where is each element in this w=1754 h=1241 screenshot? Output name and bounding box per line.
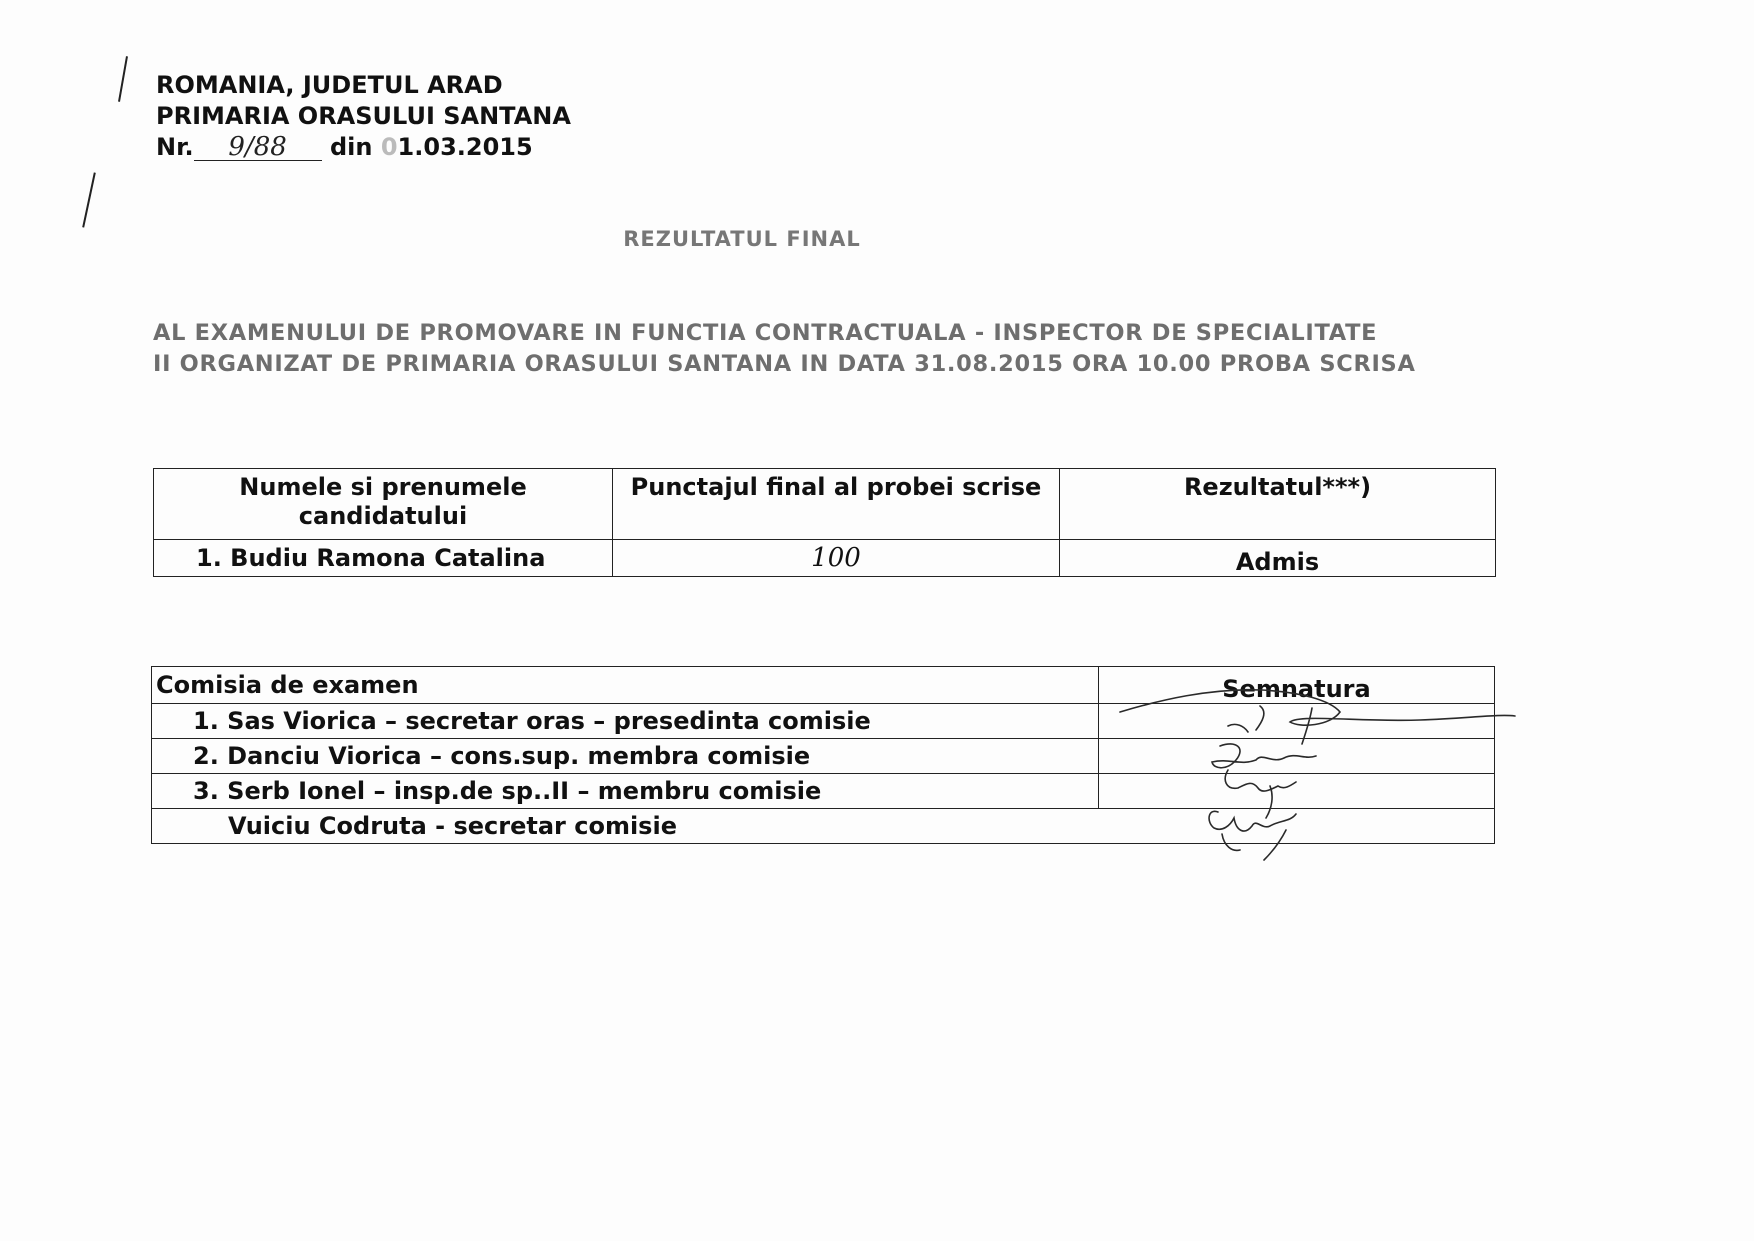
candidate-result: Admis [1060, 540, 1496, 577]
header-candidate-name: Numele si prenumele candidatului [154, 469, 613, 540]
table-row [152, 704, 1495, 739]
commission-member-2: 2. Danciu Viorica – cons.sup. membra comisie [152, 739, 1099, 774]
table-row [152, 739, 1495, 774]
commission-title: Comisia de examen [152, 667, 1099, 704]
results-table [153, 468, 1496, 577]
registration-number: 9/88 [194, 134, 322, 161]
document-title: REZULTATUL FINAL [623, 227, 861, 251]
margin-mark-top [118, 56, 128, 102]
signature-cell-3 [1099, 774, 1495, 809]
commission-secretary: Vuiciu Codruta - secretar comisie [152, 809, 1495, 844]
commission-header-row [152, 667, 1495, 704]
date-faint-digit: 0 [380, 133, 398, 161]
header-result: Rezultatul***) [1060, 469, 1496, 540]
registration-date: 1.03.2015 [397, 133, 533, 161]
header-institution: PRIMARIA ORASULUI SANTANA [156, 102, 571, 130]
table-row [152, 809, 1495, 844]
commission-member-1: 1. Sas Viorica – secretar oras – presedinta comisie [152, 704, 1099, 739]
din-label: din [329, 133, 373, 161]
table-row [154, 540, 1496, 577]
commission-table [151, 666, 1495, 844]
candidate-score: 100 [613, 540, 1060, 577]
margin-mark-bottom [82, 172, 96, 227]
signature-cell-2 [1099, 739, 1495, 774]
header-final-score: Punctajul final al probei scrise [613, 469, 1060, 540]
subtitle-line-1: AL EXAMENULUI DE PROMOVARE IN FUNCTIA CONTRACTUALA - INSPECTOR DE SPECIALITATE [153, 320, 1378, 346]
document-subtitle [153, 318, 1416, 380]
nr-label: Nr. [156, 133, 194, 161]
table-row [152, 774, 1495, 809]
signature-cell-1 [1099, 704, 1495, 739]
header-county: ROMANIA, JUDETUL ARAD [156, 71, 503, 99]
candidate-name: 1. Budiu Ramona Catalina [154, 540, 613, 577]
document-header [156, 70, 571, 163]
signature-header: Semnatura [1099, 667, 1495, 704]
subtitle-line-2: II ORGANIZAT DE PRIMARIA ORASULUI SANTANA IN DATA 31.08.2015 ORA 10.00 PROBA SCRISA [153, 351, 1416, 377]
results-header-row [154, 469, 1496, 540]
commission-member-3: 3. Serb Ionel – insp.de sp..II – membru comisie [152, 774, 1099, 809]
registration-line [156, 132, 571, 163]
